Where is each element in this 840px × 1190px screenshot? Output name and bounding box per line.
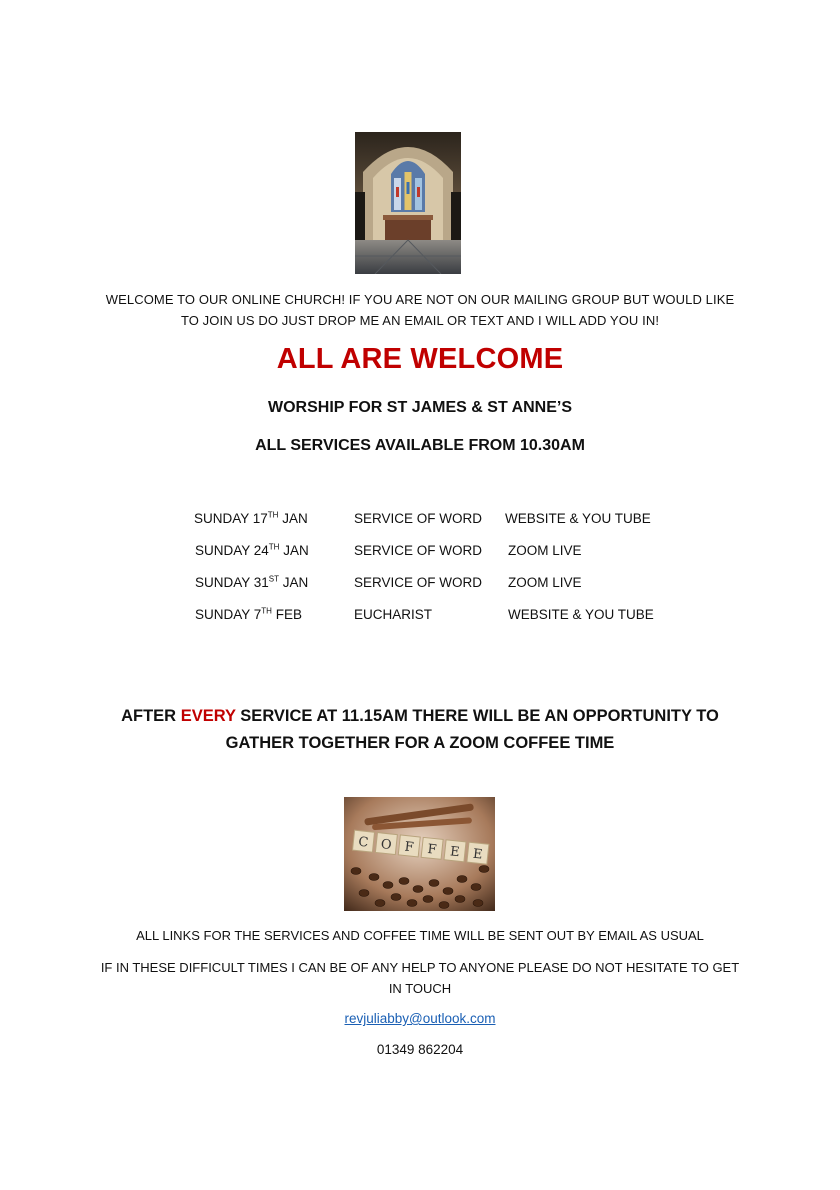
- coffee-time-announcement: [0, 703, 840, 757]
- phone-number: 01349 862204: [376, 1042, 464, 1057]
- coffee-tile-letter: E: [472, 846, 484, 863]
- coffee-tile-letter: O: [380, 837, 393, 854]
- service-type: EUCHARIST: [354, 607, 433, 622]
- availability-heading: ALL SERVICES AVAILABLE FROM 10.30AM: [255, 437, 585, 454]
- coffee-tile-letter: F: [426, 841, 438, 858]
- worship-heading: WORSHIP FOR ST JAMES & ST ANNE’S: [267, 399, 573, 416]
- coffee-image: [344, 797, 495, 911]
- welcome-intro: [0, 289, 840, 331]
- service-location: WEBSITE & YOU TUBE: [505, 511, 651, 526]
- email-row: [0, 1010, 840, 1028]
- service-date: SUNDAY 24TH JAN: [195, 542, 309, 558]
- email-link[interactable]: revjuliabby@outlook.com: [344, 1011, 496, 1026]
- service-location: WEBSITE & YOU TUBE: [508, 607, 654, 622]
- service-type: SERVICE OF WORD: [354, 511, 483, 526]
- service-date: SUNDAY 31ST JAN: [195, 574, 309, 590]
- service-date: SUNDAY 7TH FEB: [195, 606, 302, 622]
- coffee-tile-letter: F: [403, 839, 415, 856]
- links-note: ALL LINKS FOR THE SERVICES AND COFFEE TIME WILL BE SENT OUT BY EMAIL AS USUAL: [136, 928, 704, 943]
- intro-line-1: WELCOME TO OUR ONLINE CHURCH! IF YOU ARE NOT ON OUR MAILING GROUP BUT WOULD LIKE: [105, 292, 735, 307]
- service-location: ZOOM LIVE: [508, 575, 582, 590]
- announcement-line-1: AFTER EVERY SERVICE AT 11.15AM THERE WILL BE AN OPPORTUNITY TO: [121, 707, 719, 725]
- help-note: [0, 957, 840, 999]
- coffee-tile-letter: E: [449, 844, 461, 861]
- service-type: SERVICE OF WORD: [354, 575, 483, 590]
- announcement-line-2: GATHER TOGETHER FOR A ZOOM COFFEE TIME: [225, 734, 615, 752]
- every-emphasis: EVERY: [180, 707, 236, 725]
- service-date: SUNDAY 17TH JAN: [194, 510, 308, 526]
- coffee-tile-letter: C: [357, 834, 370, 851]
- church-interior-image: [355, 132, 461, 274]
- service-location: ZOOM LIVE: [508, 543, 582, 558]
- help-note-line-1: IF IN THESE DIFFICULT TIMES I CAN BE OF ANY HELP TO ANYONE PLEASE DO NOT HESITATE TO GET: [100, 960, 740, 975]
- help-note-line-2: IN TOUCH: [388, 981, 452, 996]
- intro-line-2: TO JOIN US DO JUST DROP ME AN EMAIL OR TEXT AND I WILL ADD YOU IN!: [180, 313, 660, 328]
- service-type: SERVICE OF WORD: [354, 543, 483, 558]
- headline-all-are-welcome: ALL ARE WELCOME: [276, 343, 564, 375]
